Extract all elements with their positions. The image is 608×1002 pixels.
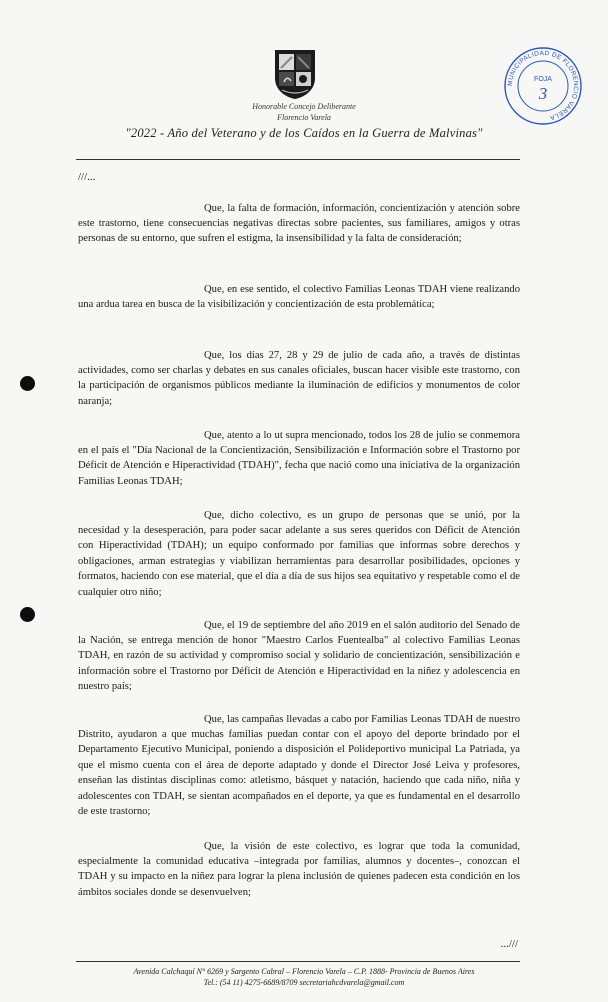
institution-city: Florencio Varela bbox=[277, 113, 331, 122]
punch-hole bbox=[20, 376, 35, 391]
stamp-label: FOJA bbox=[534, 76, 552, 83]
stamp-number: 3 bbox=[538, 84, 548, 103]
paragraph: Que, atento a lo ut supra mencionado, todos los 28 de julio se conmemora en el país el "Día Nacional de la Concientización, Sensibilización e Información sobre el Trastorno por Déficit de Atención e Hiperactividad (TDAH)", fecha que nació como una iniciativa de la organización Familias Leonas TDAH; bbox=[78, 429, 520, 487]
institution-name: Honorable Concejo Deliberante bbox=[252, 102, 356, 111]
footer-address: Avenida Calchaquí N° 6269 y Sargento Cabral – Florencio Varela – C.P. 1888- Provincia de Buenos Aires bbox=[133, 967, 475, 976]
year-motto: "2022 - Año del Veterano y de los Caídos en la Guerra de Malvinas" bbox=[125, 126, 483, 140]
continuation-mark-start: ///... bbox=[78, 171, 96, 183]
paragraph: Que, la visión de este colectivo, es lograr que toda la comunidad, especialmente la comunidad educativa –integrada por familias, alumnos y docentes–, conozcan el TDAH y su impacto en la niñez para lograr la plena inclusión de quienes padecen esta condición en los ámbitos sociales donde se desenvuelven; bbox=[78, 840, 520, 898]
punch-hole bbox=[20, 607, 35, 622]
paragraph: Que, las campañas llevadas a cabo por Familias Leonas TDAH de nuestro Distrito, ayudaron a que muchas familias puedan contar con el apoyo del deporte brindado por el Departamento Ejecutivo Municipal, poniendo a disposición el Polideportivo municipal La Patriada, ya que el mismo cuenta con el área de deporte adaptado y donde el Director José Leiva y profesores, enseñan las distintas disciplinas como: atletismo, básquet y natación, haciendo que cada niño, niña y adolescentes con TDAH, se sientan acompañados en el deporte, ya que es fundamental en el desarrollo de este trastorno; bbox=[78, 713, 520, 818]
foja-stamp bbox=[502, 45, 584, 127]
paragraph: Que, dicho colectivo, es un grupo de personas que se unió, por la necesidad y la desesperación, para poder sacar adelante a sus seres queridos con Déficit de Atención con Hiperactividad (TDAH); un equipo conformado por familias que informas sobre derechos y obligaciones, arman estrategias y viabilizan herramientas para desarrollar posibilidades, opciones y formatos, haciendo con ese material, que el día a día de sus hijos sea equitativo y respetable como el de cualquier otro niño; bbox=[78, 509, 520, 598]
footer-contact: Tel.: (54 11) 4275-6689/8709 secretariahcdvarela@gmail.com bbox=[203, 978, 405, 987]
paragraph: Que, el 19 de septiembre del año 2019 en el salón auditorio del Senado de la Nación, se entrega mención de honor "Maestro Carlos Fuentealba" al colectivo Familias Leonas TDAH, en razón de su actividad y compromiso social y solidario de concientización, sensibilización e información sobre el Trastorno por Déficit de Atención e Hiperactividad en la niñez y adolescencia en nuestro país; bbox=[78, 619, 520, 693]
header-divider bbox=[76, 159, 520, 160]
footer-divider bbox=[76, 961, 520, 962]
municipal-crest-icon bbox=[272, 48, 318, 100]
continuation-mark-end: .../// bbox=[500, 938, 518, 950]
paragraph: Que, en ese sentido, el colectivo Familias Leonas TDAH viene realizando una ardua tarea en busca de la visibilización y concientización de esta problemática; bbox=[78, 283, 520, 310]
paragraph: Que, los días 27, 28 y 29 de julio de cada año, a través de distintas actividades, como ser charlas y debates en sus canales oficiales, buscan hacer visible este trastorno, con la participación de organismos públicos mediante la iluminación de edificios y monumentos de color naranja; bbox=[78, 349, 520, 407]
stamp-ring-text: MUNICIPALIDAD DE FLORENCIO VARELA bbox=[506, 49, 580, 122]
paragraph: Que, la falta de formación, información, concientización y atención sobre este trastorno, tiene consecuencias negativas directas sobre pacientes, sus familiares, amigos y otras personas de su entorno, que sufren el estigma, la insensibilidad y la falta de consideración; bbox=[78, 202, 520, 245]
